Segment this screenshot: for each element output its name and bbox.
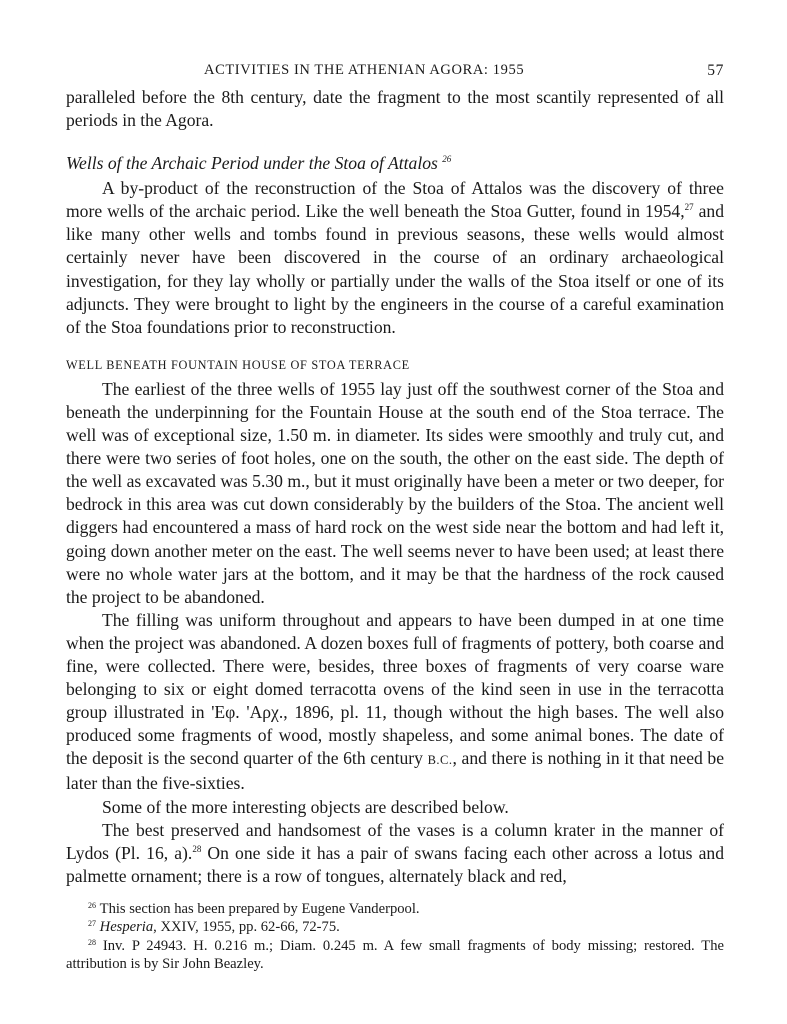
well-paragraph-4: The best preserved and handsomest of the vases is a column krater in the manner of Lydos (Pl. 16, a).$^{28}$ On one side it has a pair of swans facing each other across a lotus and palmette ornament; there is a row of tongues, alternately black and red, bbox=[66, 819, 724, 886]
subsection-heading: WELL BENEATH FOUNTAIN HOUSE OF STOA TERRACE bbox=[66, 357, 410, 372]
running-title: ACTIVITIES IN THE ATHENIAN AGORA: 1955 bbox=[204, 62, 525, 78]
well-paragraph-2: The filling was uniform throughout and appears to have been dumped in at one time when the project was abandoned. A dozen boxes full of fragments of pottery, both coarse and fine, were collected. There were, besides, three boxes of fragments of very coarse ware belonging to six or eight domed terracotta ovens of the kind seen in use in the terracotta group illustrated in 'Eφ. 'Aρχ., 1896, pl. 11, though without the high bases. The well also produced some fragments of wood, mostly shapeless, and some animal bones. The date of the deposit is the second quarter of the 6th century B.C., and there is nothing in it that need be later than the five-sixties. bbox=[66, 609, 725, 794]
footnote-27: $^{27}$ Hesperia, XXIV, 1955, pp. 62-66, 72-75. bbox=[88, 919, 340, 936]
footnote-ref-26: 26 bbox=[442, 154, 452, 165]
section-paragraph-1: A by-product of the reconstruction of the Stoa of Attalos was the discovery of three more wells of the archaic period. Like the well beneath the Stoa Gutter, found in 1954,27 and like many other wells and tombs found in previous seasons, these wells would almost certainly never have been discovered in the course of an ordinary archaeological investigation, for they lay wholly or partially under the walls of the Stoa itself or one of its adjuncts. They were brought to light by the engineers in the course of a careful examination of the Stoa foundations prior to reconstruction. bbox=[66, 178, 725, 337]
footnotes bbox=[66, 900, 724, 973]
footnote-ref-27: 27 bbox=[684, 202, 694, 213]
well-paragraph-3: Some of the more interesting objects are described below. bbox=[102, 796, 509, 817]
running-header bbox=[66, 58, 724, 86]
footnote-28: $^{28}$ Inv. P 24943. H. 0.216 m.; Diam. 0.245 m. A few small fragments of body missing; restored. The attribution is by Sir John Beazley. bbox=[66, 937, 724, 972]
page-number: 57 bbox=[707, 62, 724, 79]
bc-abbrev: B.C. bbox=[427, 753, 453, 768]
section-title: Wells of the Archaic Period under the Stoa of Attalos bbox=[66, 153, 438, 174]
page bbox=[66, 58, 724, 973]
footnote-26: $^{26}$ This section has been prepared by Eugene Vanderpool. bbox=[88, 900, 420, 917]
greek-reference: 'Eφ. 'Aρχ. bbox=[211, 702, 284, 723]
footnote-ref-28: 28 bbox=[192, 843, 202, 854]
section-heading bbox=[66, 152, 724, 175]
well-paragraph-1: The earliest of the three wells of 1955 lay just off the southwest corner of the Stoa and beneath the underpinning for the Fountain House at the south end of the Stoa terrace. The well was of exceptional size, 1.50 m. in diameter. Its sides were smoothly and truly cut, and there were two series of foot holes, one on the south, the other on the east side. The depth of the well as excavated was 5.30 m., but it must originally have been a meter or two deeper, for bedrock in this area was cut down considerably by the builders of the Stoa. The ancient well diggers had encountered a mass of hard rock on the west side near the bottom and had left it, going down another meter on the east. The well seems never to have been used; at least there were no whole water jars at the bottom, and it may be that the hardness of the rock caused the project to be abandoned. bbox=[66, 378, 724, 607]
intro-paragraph: paralleled before the 8th century, date the fragment to the most scantily represented of all periods in the Agora. bbox=[66, 87, 724, 131]
